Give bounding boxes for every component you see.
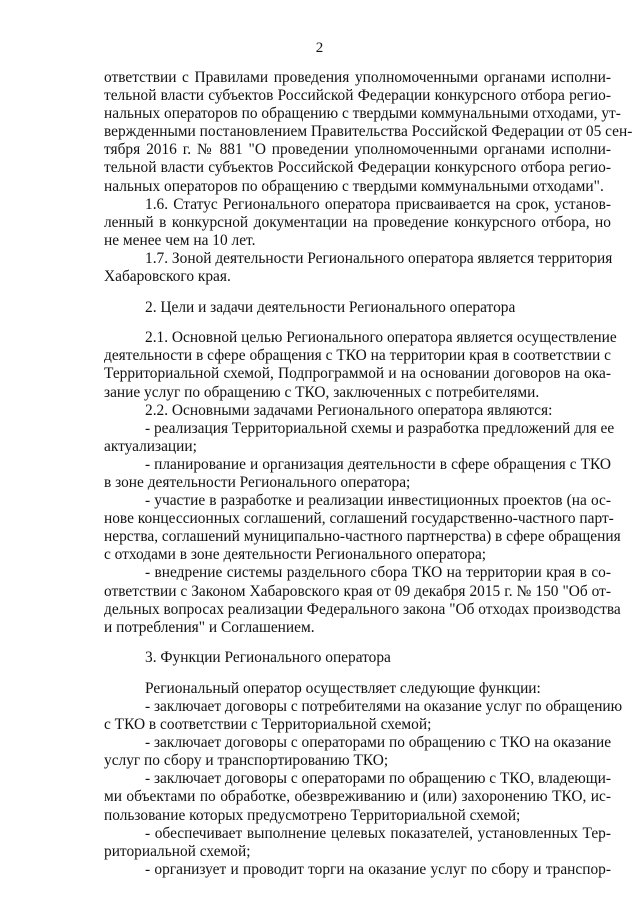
text-line: тельной власти субъектов Российской Федерации конкурсного отбора регио- [104,87,611,105]
page-number: 2 [315,40,324,56]
text-line: Территориальной схемой, Подпрограммой и на основании договоров на ока- [104,365,611,383]
text-line: - заключает договоры с операторами по обращению с ТКО на оказание [145,734,612,752]
section-heading-3: 3. Функции Регионального оператора [145,649,391,667]
text-line: - реализация Территориальной схемы и разработка предложений для ее [145,419,615,437]
text-line: нерства, соглашений муниципально-частного партнерства) в сфере обращения [104,528,621,546]
paragraph-1-6 [104,196,611,250]
text-line: 1.7. Зоной деятельности Регионального оператора является территория [145,249,613,267]
text-line: тельной власти субъектов Российской Федерации конкурсного отбора регио- [104,159,611,177]
text-line: вержденными постановлением Правительства Российской Федерации от 05 сен- [104,123,633,141]
text-line: с ТКО в соответствии с Территориальной схемой; [104,716,432,734]
functions-intro: Региональный оператор осуществляет следующие функции: [145,679,541,697]
list-item [104,564,621,636]
tasks-list [104,419,621,637]
text-line: деятельности в сфере обращения с ТКО на территории края в соответствии с [104,347,611,365]
text-line: ответствии с Правилами проведения уполномоченными органами исполни- [104,69,611,86]
list-item [104,419,615,456]
text-line: актуализации; [104,437,197,455]
paragraph-1-5-continuation [104,69,633,196]
list-item [104,770,611,824]
paragraph-2-2: 2.2. Основными задачами Регионального оператора являются: [145,401,553,419]
list-item [104,698,623,734]
text-line: - участие в разработке и реализации инвестиционных проектов (на ос- [145,492,611,510]
list-item [104,456,611,492]
text-line: и потребления" и Соглашением. [104,618,315,636]
text-line: в зоне деятельности Регионального оператора; [104,473,411,491]
text-line: ми объектами по обработке, обезвреживанию и (или) захоронению ТКО, ис- [104,788,611,806]
text-line: - заключает договоры с операторами по обращению с ТКО, владеющи- [145,770,612,788]
paragraph-2-1 [104,329,617,401]
functions-list [104,698,623,879]
text-line: зание услуг по обращению с ТКО, заключенных с потребителями. [104,383,540,401]
text-line: - обеспечивает выполнение целевых показателей, установленных Тер- [145,824,611,842]
text-line: не менее чем на 10 лет. [104,231,256,249]
section-heading-2: 2. Цели и задачи деятельности Регионального оператора [145,298,516,316]
text-line: нальных операторов по обращению с твердыми коммунальными отходами, ут- [104,105,621,123]
text-line: риториальной схемой; [104,842,251,860]
text-line: услуг по сбору и транспортированию ТКО; [104,752,389,770]
text-line: - организует и проводит торги на оказание услуг по сбору и транспор- [145,860,611,878]
text-line: нальных операторов по обращению с твердыми коммунальными отходами". [104,177,604,195]
text-line: нове концессионных соглашений, соглашений государственно-частного парт- [104,510,614,528]
paragraph-1-7 [104,250,611,286]
text-line: 2.1. Основной целью Регионального оператора является осуществление [145,329,617,347]
page-content [104,69,633,879]
list-item [104,861,611,879]
text-line: ленный в конкурсной документации на проведение конкурсного отбора, но [104,213,611,231]
text-line: тября 2016 г. № 881 "О проведении уполномоченными органами исполни- [104,141,611,159]
list-item [104,734,611,770]
text-line: 1.6. Статус Регионального оператора присваивается на срок, установ- [145,195,611,213]
text-line: - заключает договоры с потребителями на оказание услуг по обращению [145,698,623,715]
text-line: - планирование и организация деятельности в сфере обращения с ТКО [145,455,611,473]
list-item [104,492,621,564]
list-item [104,825,611,861]
text-line: с отходами в зоне деятельности Регионального оператора; [104,546,487,564]
text-line: ответствии с Законом Хабаровского края от 09 декабря 2015 г. № 150 "Об от- [104,582,611,600]
text-line: пользование которых предусмотрено Территориальной схемой; [104,806,521,824]
text-line: - внедрение системы раздельного сбора ТКО на территории края в со- [145,564,611,582]
text-line: Хабаровского края. [104,268,231,286]
text-line: дельных вопросах реализации Федерального закона "Об отходах производства [104,600,621,618]
